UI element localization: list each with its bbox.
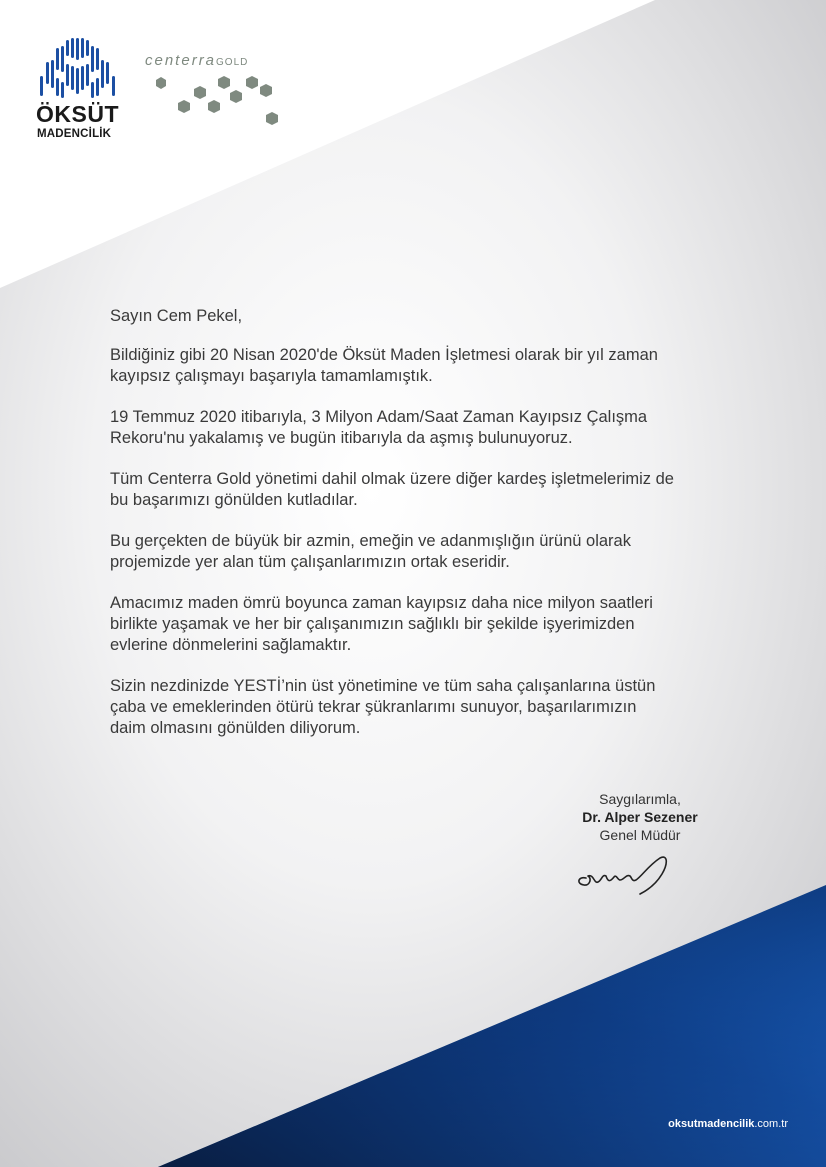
signatory-title: Genel Müdür <box>599 827 681 843</box>
centerra-gold-logo <box>142 52 292 132</box>
paragraph-1: Bildiğiniz gibi 20 Nisan 2020'de Öksüt Maden İşletmesi olarak bir yıl zaman kayıpsız çalışmayı başarıyla tamamlamıştık. <box>110 346 658 385</box>
oksut-logo <box>36 38 120 142</box>
hexagon-pattern-icon <box>142 68 292 130</box>
footer-website[interactable]: oksutmadencilik.com.tr <box>668 1118 788 1130</box>
oksut-mark-icon <box>38 38 118 100</box>
handwritten-signature <box>572 852 682 900</box>
paragraph-4: Bu gerçekten de büyük bir azmin, emeğin ve adanmışlığın ürünü olarak projemizde yer alan tüm çalışanlarımızın ortak eseridir. <box>110 532 631 571</box>
paragraph-3: Tüm Centerra Gold yönetimi dahil olmak üzere diğer kardeş işletmelerimiz de bu başarımızı gönülden kutladılar. <box>110 470 674 509</box>
letter-body <box>110 306 750 759</box>
centerra-logo-text: centerraGOLD <box>145 52 249 69</box>
paragraph-5: Amacımız maden ömrü boyunca zaman kayıpsız daha nice milyon saatleri birlikte yaşamak ve her bir çalışanımızın sağlıklı bir şekilde işyerimizden evlerine dönmelerini sağlamaktır. <box>110 594 653 654</box>
greeting: Sayın Cem Pekel, <box>110 307 243 325</box>
signature-block <box>540 790 740 844</box>
paragraph-6: Sizin nezdinizde YESTİ’nin üst yönetimine ve tüm saha çalışanlarına üstün çaba ve emeklerinden ötürü tekrar şükranlarımı sunuyor, başarılarımızın daim olmasını gönülden diliyorum. <box>110 677 656 737</box>
oksut-logo-subtitle: MADENCİLİK <box>37 128 112 140</box>
signatory-name: Dr. Alper Sezener <box>582 809 698 825</box>
closing-salutation: Saygılarımla, <box>599 791 681 807</box>
paragraph-2: 19 Temmuz 2020 itibarıyla, 3 Milyon Adam/Saat Zaman Kayıpsız Çalışma Rekoru'nu yakalamış ve bugün itibarıyla da aşmış bulunuyoruz. <box>110 408 648 447</box>
oksut-logo-name: ÖKSÜT <box>36 101 119 127</box>
